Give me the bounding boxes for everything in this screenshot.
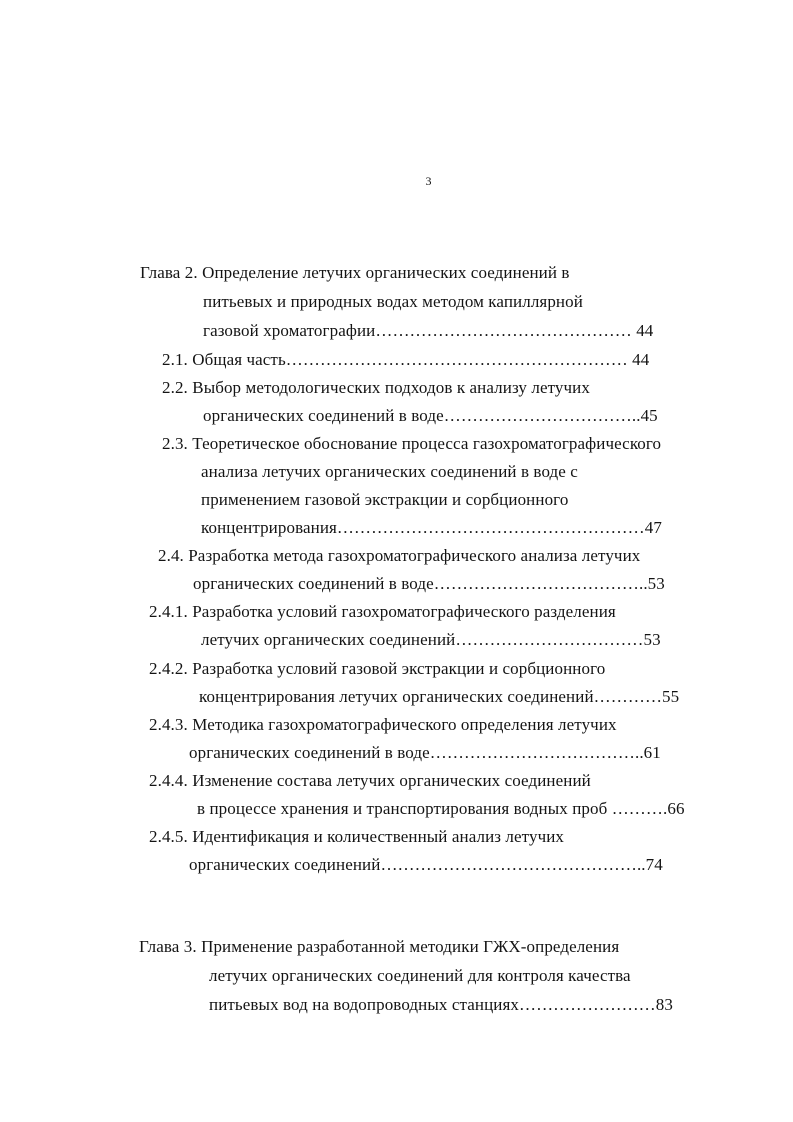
toc-section-2-3-cont-2: применением газовой экстракции и сорбционного	[201, 490, 569, 509]
toc-section-2-2-cont: органических соединений в воде……………………………..45	[203, 406, 658, 425]
toc-section-2-4: 2.4. Разработка метода газохроматографического анализа летучих	[158, 546, 641, 565]
toc-section-2-3-cont-1: анализа летучих органических соединений в воде с	[201, 462, 578, 481]
toc-chapter-3-title-end: питьевых вод на водопроводных станциях……………………83	[209, 995, 673, 1014]
toc-section-2-2: 2.2. Выбор методологических подходов к анализу летучих	[162, 378, 590, 397]
toc-section-2-4-1-cont: летучих органических соединений……………………………53	[201, 630, 661, 649]
toc-chapter-3-title-cont: летучих органических соединений для контроля качества	[209, 966, 631, 985]
page-number: 3	[425, 174, 432, 188]
toc-section-2-4-5-cont: органических соединений………………………………………..74	[189, 855, 663, 874]
toc-chapter-2-title-end: газовой хроматографии……………………………………… 44	[203, 321, 654, 340]
toc-section-2-4-3: 2.4.3. Методика газохроматографического определения летучих	[149, 715, 617, 734]
toc-section-2-3-cont-3: концентрирования………………………………………………47	[201, 518, 662, 537]
toc-section-2-4-1: 2.4.1. Разработка условий газохроматографического разделения	[149, 602, 616, 621]
toc-section-2-1: 2.1. Общая часть…………………………………………………… 44	[162, 350, 650, 369]
toc-section-2-4-3-cont: органических соединений в воде………………………………..61	[189, 743, 661, 762]
toc-section-2-4-4-cont: в процессе хранения и транспортирования водных проб ……….66	[197, 799, 685, 818]
toc-section-2-4-5: 2.4.5. Идентификация и количественный анализ летучих	[149, 827, 565, 846]
toc-section-2-3: 2.3. Теоретическое обоснование процесса газохроматографического	[162, 434, 662, 453]
toc-section-2-4-4: 2.4.4. Изменение состава летучих органических соединений	[149, 771, 591, 790]
toc-section-2-4-2-cont: концентрирования летучих органических соединений…………55	[199, 687, 680, 706]
toc-section-2-4-cont: органических соединений в воде………………………………..53	[193, 574, 665, 593]
toc-chapter-2-title: Глава 2. Определение летучих органических соединений в	[140, 263, 570, 282]
toc-chapter-2-title-cont: питьевых и природных водах методом капиллярной	[203, 292, 583, 311]
toc-chapter-3-title: Глава 3. Применение разработанной методики ГЖХ-определения	[139, 937, 620, 956]
toc-section-2-4-2: 2.4.2. Разработка условий газовой экстракции и сорбционного	[149, 659, 606, 678]
